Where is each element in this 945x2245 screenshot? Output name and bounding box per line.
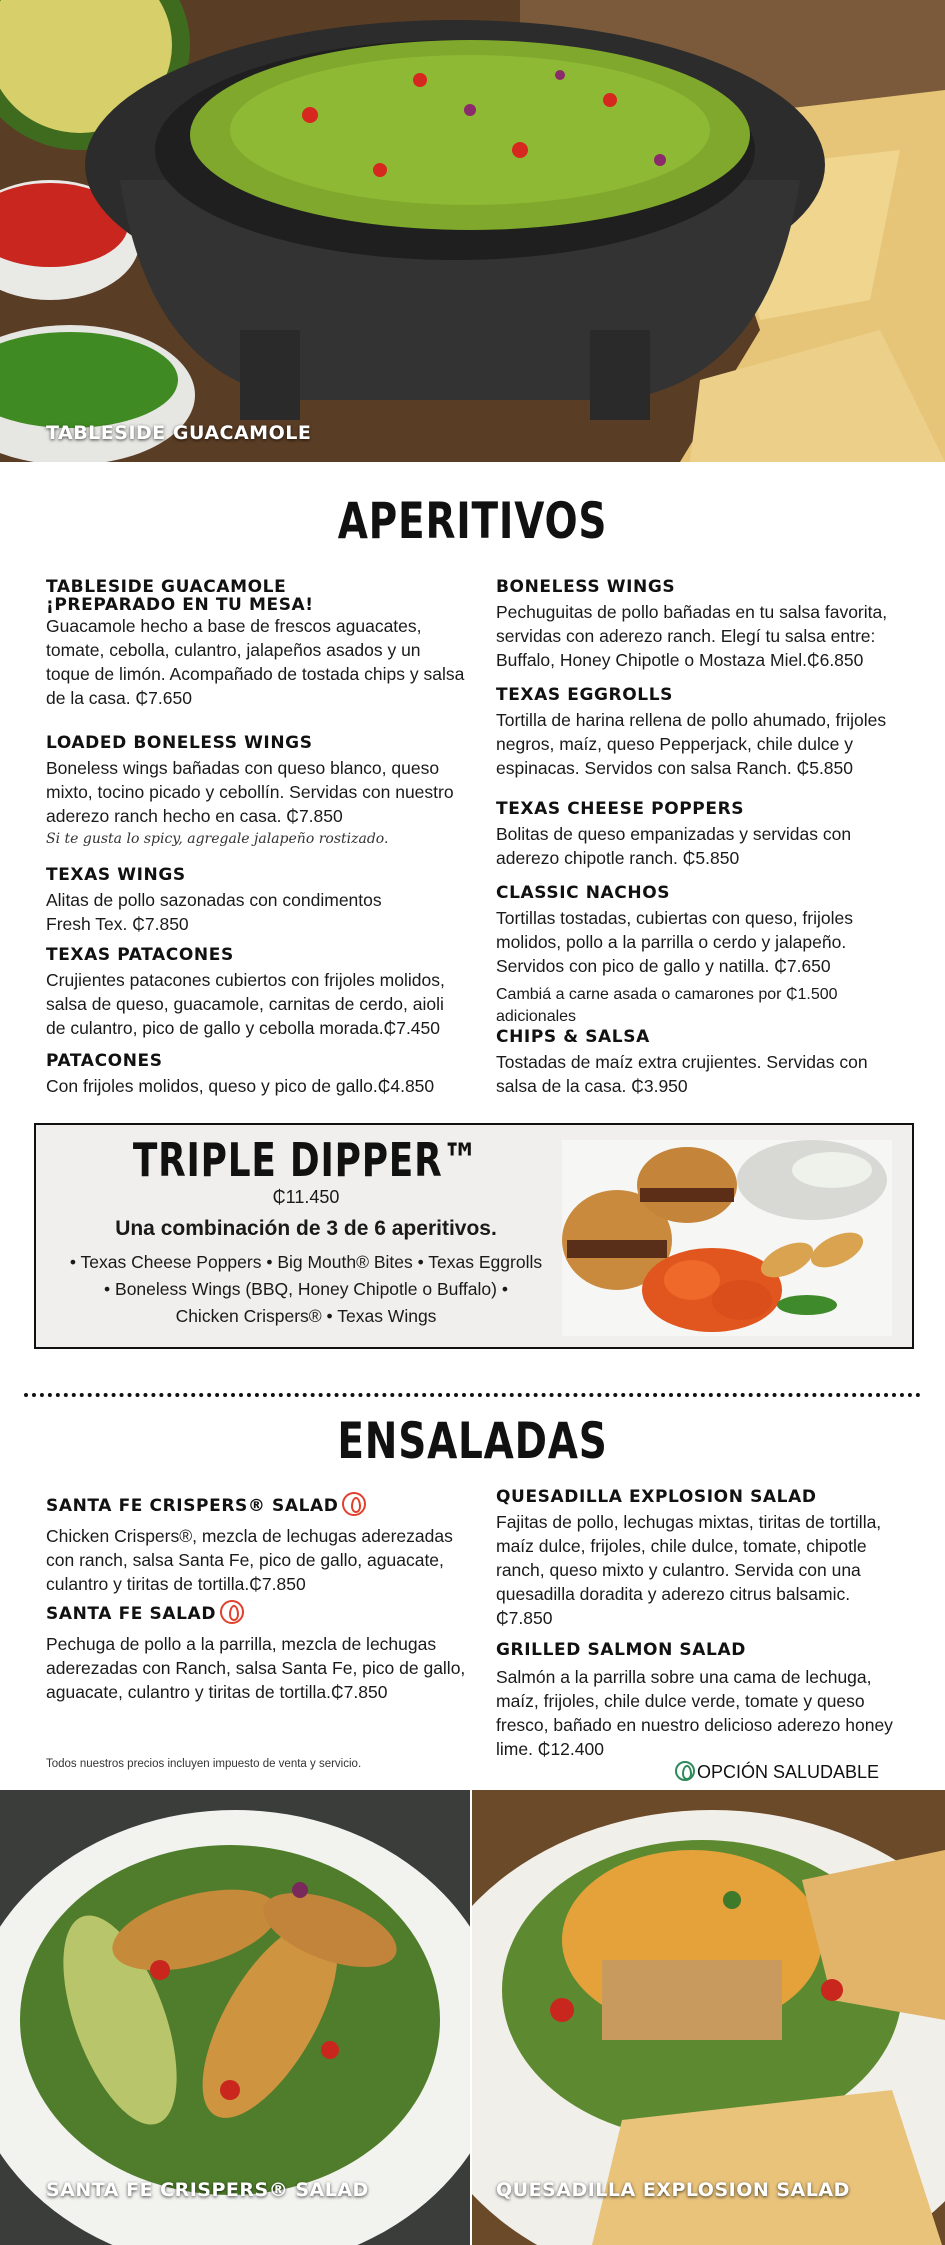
photo-caption-left: SANTA FE CRISPERS® SALAD — [46, 2179, 369, 2201]
item-description: Con frijoles molidos, queso y pico de gallo.₵4.850 — [46, 1076, 435, 1096]
healthy-legend-text: OPCIÓN SALUDABLE — [697, 1762, 880, 1782]
menu-item — [496, 800, 911, 870]
menu-item — [496, 884, 911, 1028]
menu-item — [496, 686, 911, 780]
item-description: Tortillas tostadas, cubiertas con queso, frijoles molidos, pollo a la parrilla o cerdo y jalapeño. Servidos con pico de gallo y natilla. ₵7.650 — [496, 908, 853, 976]
triple-dipper-subtitle: Una combinación de 3 de 6 aperitivos. — [115, 1217, 497, 1240]
menu-item — [46, 1494, 466, 1596]
item-name: TEXAS EGGROLLS — [496, 685, 674, 705]
item-description: Chicken Crispers®, mezcla de lechugas aderezadas con ranch, salsa Santa Fe, pico de gallo, aguacate, culantro y tiritas de tortilla.₵7.850 — [46, 1526, 453, 1594]
menu-item — [46, 946, 466, 1040]
item-name: PATACONES — [46, 1051, 163, 1071]
menu-item — [46, 1052, 466, 1098]
section-title-ensaladas: ENSALADAS — [337, 1412, 608, 1470]
menu-item — [46, 578, 466, 710]
healthy-leaf-icon — [675, 1761, 695, 1781]
healthy-option-legend — [675, 1762, 879, 1783]
item-name: TEXAS CHEESE POPPERS — [496, 799, 745, 819]
triple-dipper-photo — [562, 1140, 892, 1336]
triple-dipper-options — [46, 1249, 566, 1330]
item-description: Guacamole hecho a base de frescos aguacates, tomate, cebolla, culantro, jalapeños asados y un toque de limón. Acompañado de tostada chips y salsa de la casa. ₵7.650 — [46, 616, 465, 708]
triple-dipper-box — [34, 1123, 914, 1349]
menu-item — [496, 578, 911, 672]
item-name: QUESADILLA EXPLOSION SALAD — [496, 1487, 817, 1507]
triple-dipper-price: ₵11.450 — [272, 1187, 340, 1207]
quesadilla-salad-illustration — [472, 1790, 945, 2245]
santa-fe-salad-illustration — [0, 1790, 470, 2245]
section-title-aperitivos: APERITIVOS — [337, 492, 608, 550]
item-description: Fajitas de pollo, lechugas mixtas, tiritas de tortilla, maíz dulce, frijoles, chile dulce, tomate, chipotle ranch, queso mixto y culantro. Servida con una quesadilla doradita y aderezo citrus balsamic. ₵7.850 — [496, 1512, 882, 1628]
item-upgrade-note: Cambiá a carne asada o camarones por ₵1.500 adicionales — [496, 986, 838, 1025]
item-description: Boneless wings bañadas con queso blanco, queso mixto, tocino picado y cebollín. Servidas con nuestro aderezo ranch hecho en casa. ₵7.850 — [46, 758, 454, 826]
menu-item — [46, 1602, 466, 1704]
item-description: Pechuguitas de pollo bañadas en tu salsa favorita, servidas con aderezo ranch. Elegí tu salsa entre: Buffalo, Honey Chipotle o Mostaza Miel.₵6.850 — [496, 602, 888, 670]
item-name: GRILLED SALMON SALAD — [496, 1640, 746, 1660]
item-name — [46, 1602, 466, 1626]
menu-item — [496, 1028, 911, 1098]
item-description: Pechuga de pollo a la parrilla, mezcla de lechugas aderezadas con Ranch, salsa Santa Fe, pico de gallo, aguacate, culantro y tiritas de tortilla.₵7.850 — [46, 1634, 466, 1702]
item-description: Bolitas de queso empanizadas y servidas con aderezo chipotle ranch. ₵5.850 — [496, 824, 852, 868]
hero-photo-guacamole — [0, 0, 945, 462]
item-description: Salmón a la parrilla sobre una cama de lechuga, maíz, frijoles, chile dulce verde, tomate y queso fresco, bañado en nuestro delicioso aderezo honey lime. ₵12.400 — [496, 1667, 893, 1759]
triple-dipper-title: TRIPLE DIPPER™ — [132, 1133, 480, 1187]
triple-dipper-line-2: • Boneless Wings (BBQ, Honey Chipotle o Buffalo) • — [104, 1279, 508, 1299]
item-name-text: SANTA FE SALAD — [46, 1604, 217, 1624]
item-name: TEXAS PATACONES — [46, 945, 234, 965]
triple-dipper-line-3: Chicken Crispers® • Texas Wings — [175, 1306, 437, 1326]
photo-caption-right: QUESADILLA EXPLOSION SALAD — [496, 2179, 850, 2201]
triple-dipper-line-1: • Texas Cheese Poppers • Big Mouth® Bites • Texas Eggrolls — [69, 1252, 543, 1272]
item-description: Tortilla de harina rellena de pollo ahumado, frijoles negros, maíz, queso Pepperjack, chile dulce y espinacas. Servidos con salsa Ranch. ₵5.850 — [496, 710, 887, 778]
menu-item — [496, 1488, 911, 1630]
menu-item — [46, 734, 466, 850]
menu-item — [496, 1641, 911, 1761]
tax-footnote: Todos nuestros precios incluyen impuesto de venta y servicio. — [46, 1758, 362, 1770]
item-name: TEXAS WINGS — [46, 865, 186, 885]
item-name: TABLESIDE GUACAMOLE ¡PREPARADO EN TU MESA! — [46, 577, 314, 615]
appetizer-platter-illustration — [562, 1140, 892, 1336]
section-divider — [24, 1393, 921, 1397]
item-name: CLASSIC NACHOS — [496, 883, 671, 903]
healthy-option-icon — [220, 1600, 244, 1624]
item-note: Si te gusta lo spicy, agregale jalapeño rostizado. — [46, 831, 389, 847]
guacamole-illustration — [0, 0, 945, 462]
photo-quesadilla-explosion-salad — [472, 1790, 945, 2245]
item-name — [46, 1494, 466, 1518]
item-description: Alitas de pollo sazonadas con condimentos Fresh Tex. ₵7.850 — [46, 890, 382, 934]
item-name-text: SANTA FE CRISPERS® SALAD — [46, 1496, 339, 1516]
hero-caption: TABLESIDE GUACAMOLE — [46, 422, 312, 444]
item-name: LOADED BONELESS WINGS — [46, 733, 313, 753]
healthy-option-icon — [342, 1492, 366, 1516]
item-name: CHIPS & SALSA — [496, 1027, 650, 1047]
item-name: BONELESS WINGS — [496, 577, 676, 597]
item-description: Crujientes patacones cubiertos con frijoles molidos, salsa de queso, guacamole, carnitas de cerdo, aioli de culantro, pico de gallo y cebolla morada.₵7.450 — [46, 970, 445, 1038]
menu-item — [46, 866, 466, 936]
photo-santa-fe-crispers-salad — [0, 1790, 470, 2245]
item-description: Tostadas de maíz extra crujientes. Servidas con salsa de la casa. ₵3.950 — [496, 1052, 868, 1096]
